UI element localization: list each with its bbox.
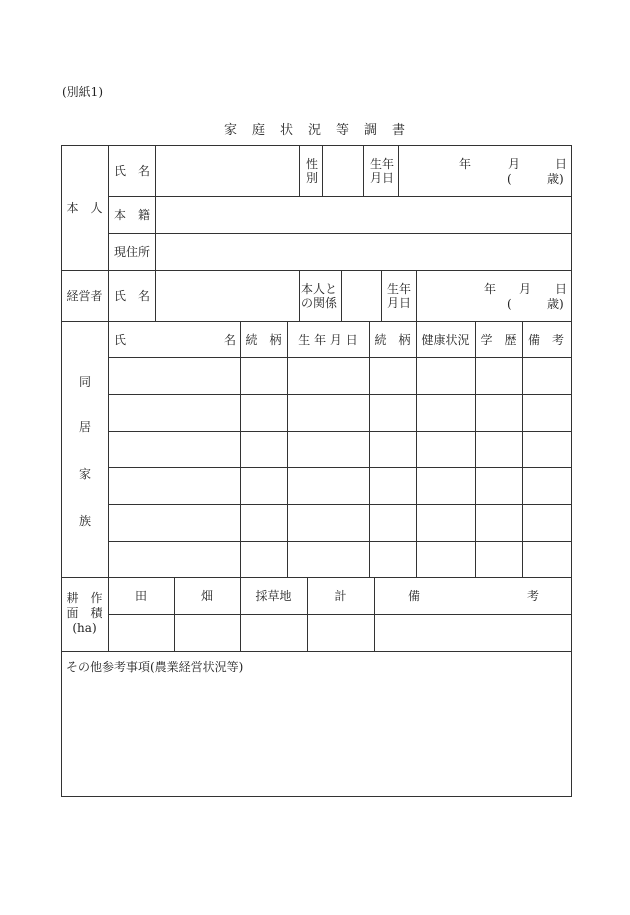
honnin-sex-label-1: 性 — [306, 157, 319, 171]
land-header-total: 計 — [334, 589, 347, 603]
family-section-char-2: 居 — [78, 420, 91, 434]
family-row[interactable] — [109, 468, 570, 503]
keieisha-relation-label-1: 本人と — [301, 282, 338, 296]
land-remarks-field[interactable] — [375, 615, 570, 650]
family-row[interactable] — [109, 505, 570, 540]
honnin-birth-label-1: 生年 — [370, 157, 395, 171]
keieisha-relation-field[interactable] — [342, 271, 380, 320]
family-section-char-3: 家 — [78, 467, 91, 481]
keieisha-birth-label-1: 生年 — [387, 282, 412, 296]
family-header-name-start: 氏 — [114, 333, 127, 347]
family-section-char-4: 族 — [78, 514, 91, 528]
honnin-age-open: ( — [507, 172, 512, 186]
other-notes-label: その他参考事項(農業経営状況等) — [66, 660, 244, 674]
land-total-field[interactable] — [308, 615, 373, 650]
honnin-birth-label-2: 月日 — [370, 171, 395, 185]
land-field-field[interactable] — [175, 615, 239, 650]
honnin-sex-label-2: 別 — [306, 171, 319, 185]
keieisha-name-field[interactable] — [156, 271, 298, 320]
land-section-label-2: 面 積 — [66, 606, 103, 620]
family-header-education: 学 歴 — [480, 333, 517, 347]
land-section-label-1: 耕 作 — [66, 591, 103, 605]
other-notes-field[interactable] — [62, 678, 570, 794]
land-header-field: 畑 — [200, 589, 213, 603]
honnin-name-field[interactable] — [156, 146, 298, 195]
honnin-sex-field[interactable] — [323, 146, 362, 195]
family-row[interactable] — [109, 432, 570, 466]
address-label: 現住所 — [114, 245, 151, 259]
honnin-name-label: 氏 名 — [114, 164, 151, 178]
family-header-name-end: 名 — [224, 333, 237, 347]
honseki-label: 本 籍 — [114, 208, 151, 222]
keieisha-age-close: 歳) — [547, 297, 564, 311]
honnin-month-unit: 月 — [508, 157, 521, 171]
family-header-health: 健康状況 — [421, 333, 470, 347]
keieisha-year-unit: 年 — [484, 282, 497, 296]
land-header-remarks-2: 考 — [527, 589, 540, 603]
family-header-remarks: 備 考 — [527, 333, 564, 347]
family-header-relation-2: 続 柄 — [374, 333, 411, 347]
keieisha-name-label: 氏 名 — [114, 289, 151, 303]
land-paddy-field[interactable] — [109, 615, 173, 650]
honnin-year-unit: 年 — [459, 157, 472, 171]
keieisha-age-open: ( — [507, 297, 512, 311]
keieisha-day-unit: 日 — [555, 282, 568, 296]
honnin-section-label: 本 人 — [66, 201, 103, 215]
keieisha-birth-label-2: 月日 — [387, 296, 412, 310]
address-field[interactable] — [156, 234, 570, 269]
attachment-label: (別紙1) — [62, 85, 103, 99]
honnin-day-unit: 日 — [555, 157, 568, 171]
form-title: 家 庭 状 況 等 調 書 — [223, 123, 406, 138]
family-section-char-1: 同 — [78, 375, 91, 389]
family-header-relation: 続 柄 — [245, 333, 282, 347]
land-header-paddy: 田 — [134, 589, 147, 603]
land-header-remarks-1: 備 — [408, 589, 421, 603]
land-header-pasture: 採草地 — [255, 589, 292, 603]
honnin-birthdate-field[interactable] — [399, 146, 570, 195]
honnin-age-close: 歳) — [547, 172, 564, 186]
keieisha-section-label: 経営者 — [66, 289, 103, 303]
keieisha-relation-label-2: の関係 — [301, 296, 338, 310]
family-row[interactable] — [109, 395, 570, 430]
honseki-field[interactable] — [156, 197, 570, 232]
family-row[interactable] — [109, 542, 570, 576]
family-row[interactable] — [109, 358, 570, 393]
land-pasture-field[interactable] — [241, 615, 306, 650]
land-section-label-3: (ha) — [72, 621, 97, 635]
family-header-birth: 生 年 月 日 — [298, 333, 358, 347]
keieisha-month-unit: 月 — [519, 282, 532, 296]
